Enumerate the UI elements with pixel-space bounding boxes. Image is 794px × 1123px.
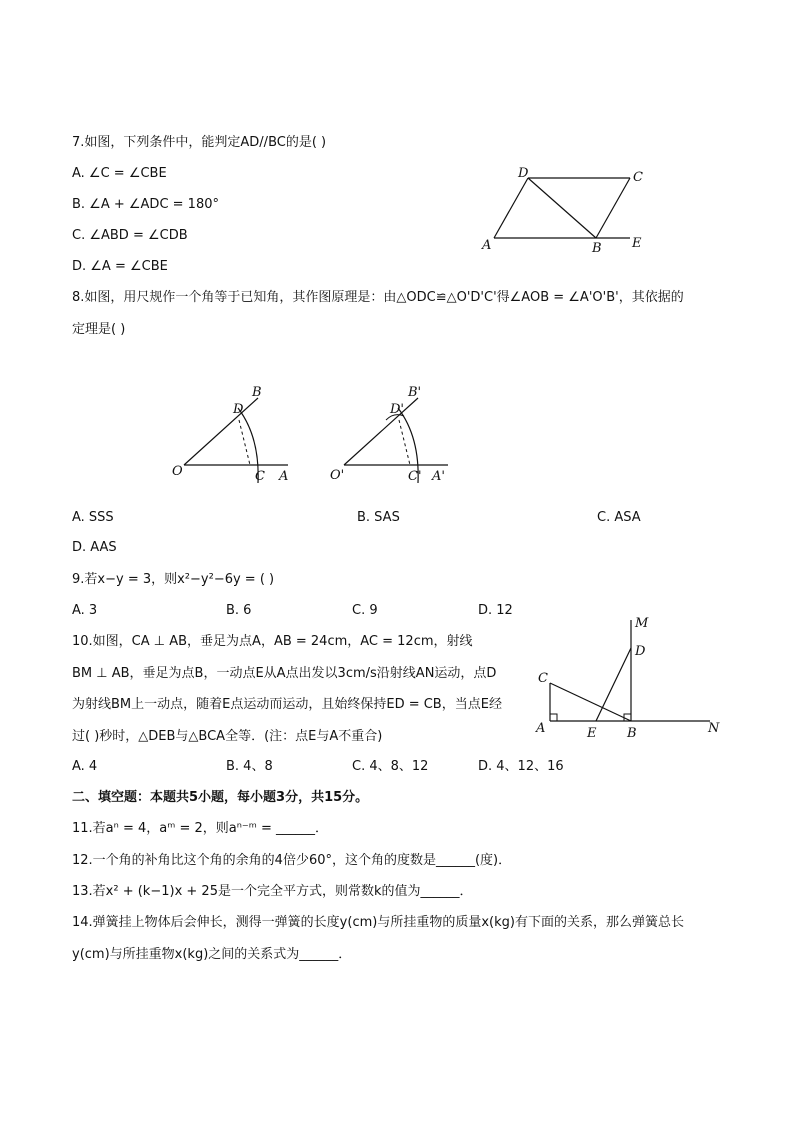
q8-option-b[interactable]: B. SAS (357, 510, 400, 525)
q7-option-b[interactable]: B. ∠A + ∠ADC = 180° (72, 197, 219, 212)
q10-label-a: A (536, 721, 546, 736)
q8-option-c[interactable]: C. ASA (597, 510, 641, 525)
q10-option-a[interactable]: A. 4 (72, 759, 98, 774)
q7-label-b: B (592, 241, 602, 255)
q7-stem: 7.如图，下列条件中，能判定AD//BC的是( ) (72, 135, 327, 150)
q8-fig1-label-d: D (233, 402, 244, 417)
q14-stem-line1: 14.弹簧挂上物体后会伸长，测得一弹簧的长度y(cm)与所挂重物的质量x(kg)有下面的关系，那么弹簧总长 (72, 915, 684, 930)
q10-geometry-figure (530, 612, 725, 740)
q10-label-c: C (538, 671, 548, 686)
q8-option-d[interactable]: D. AAS (72, 540, 117, 555)
q9-option-c[interactable]: C. 9 (352, 603, 378, 618)
q8-option-a[interactable]: A. SSS (72, 510, 114, 525)
q7-label-a: A (482, 238, 492, 253)
q8-angle-figure-2 (328, 382, 458, 487)
q8-fig2-label-d: D' (390, 402, 404, 417)
q10-stem-line1: 10.如图，CA ⊥ AB，垂足为点A，AB = 24cm，AC = 12cm，射线 (72, 634, 473, 649)
q10-stem-line4: 过( )秒时，△DEB与△BCA全等．(注：点E与A不重合) (72, 729, 383, 744)
q10-label-b: B (627, 726, 637, 740)
q9-stem: 9.若x−y = 3，则x²−y²−6y = ( ) (72, 572, 275, 587)
q7-option-c[interactable]: C. ∠ABD = ∠CDB (72, 228, 188, 243)
q7-label-d: D (518, 166, 529, 181)
q10-label-e: E (587, 726, 597, 740)
q10-stem-line2: BM ⊥ AB，垂足为点B，一动点E从A点出发以3cm/s沿射线AN运动，点D (72, 666, 497, 681)
q7-parallelogram-figure (478, 160, 648, 255)
q10-option-d[interactable]: D. 4、12、16 (478, 759, 564, 774)
q10-label-m: M (635, 616, 649, 631)
q10-label-n: N (708, 721, 720, 736)
section-heading: 二、填空题：本题共5小题，每小题3分，共15分。 (72, 790, 369, 805)
q7-label-c: C (633, 170, 643, 185)
q8-fig2-label-c: C' (408, 469, 422, 484)
q11-stem: 11.若aⁿ = 4，aᵐ = 2，则aⁿ⁻ᵐ = ______． (72, 821, 329, 836)
q12-stem: 12.一个角的补角比这个角的余角的4倍少60°，这个角的度数是______(度)． (72, 853, 512, 868)
q8-stem-line2: 定理是( ) (72, 322, 126, 337)
q8-fig2-label-b: B' (408, 385, 422, 400)
q8-fig2-label-o: O' (330, 468, 345, 483)
q8-angle-figure-1 (168, 382, 298, 487)
q9-option-d[interactable]: D. 12 (478, 603, 513, 618)
q8-fig1-label-o: O (172, 464, 183, 479)
q10-label-d: D (635, 644, 646, 659)
q8-stem-line1: 8.如图，用尺规作一个角等于已知角，其作图原理是：由△ODC≌△O'D'C'得∠AOB = ∠A'O'B'，其依据的 (72, 290, 684, 305)
q8-fig1-label-a: A (279, 469, 289, 484)
q8-fig2-label-a: A' (432, 469, 445, 484)
q13-stem: 13.若x² + (k−1)x + 25是一个完全平方式，则常数k的值为______． (72, 884, 473, 899)
q9-option-b[interactable]: B. 6 (226, 603, 252, 618)
q8-fig1-label-b: B (252, 385, 262, 400)
q14-stem-line2: y(cm)与所挂重物x(kg)之间的关系式为______． (72, 947, 352, 962)
q7-option-d[interactable]: D. ∠A = ∠CBE (72, 259, 168, 274)
q10-stem-line3: 为射线BM上一动点，随着E点运动而运动，且始终保持ED = CB，当点E经 (72, 697, 502, 712)
q10-option-b[interactable]: B. 4、8 (226, 759, 273, 774)
q10-option-c[interactable]: C. 4、8、12 (352, 759, 429, 774)
q8-fig1-label-c: C (255, 469, 265, 484)
q9-option-a[interactable]: A. 3 (72, 603, 98, 618)
q7-option-a[interactable]: A. ∠C = ∠CBE (72, 166, 167, 181)
q7-label-e: E (632, 236, 642, 251)
